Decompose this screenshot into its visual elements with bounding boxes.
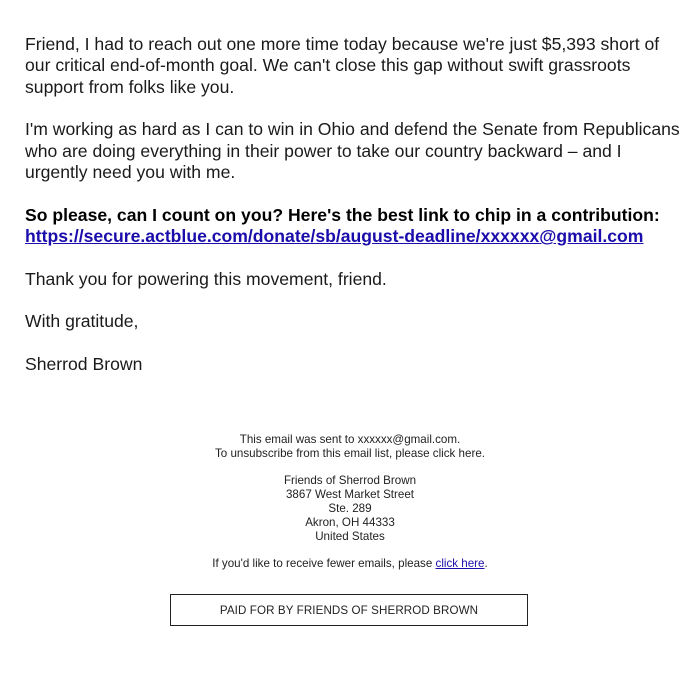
fewer-emails-notice	[0, 557, 700, 571]
mailing-address	[0, 474, 700, 544]
donation-call-to-action	[25, 205, 685, 248]
address-country: United States	[315, 530, 385, 543]
intro-paragraph: Friend, I had to reach out one more time today because we're just $5,393 short of our critical end-of-month goal. We can't close this gap without swift grassroots support from folks like you.	[25, 34, 660, 97]
sent-to-notice: This email was sent to xxxxxx@gmail.com.	[239, 433, 461, 446]
address-street: 3867 West Market Street	[285, 488, 415, 501]
body-paragraph: I'm working as hard as I can to win in Ohio and defend the Senate from Republicans who are doing everything in their power to take our country backward – and I urgently need you with me.	[25, 119, 680, 183]
fewer-emails-suffix: .	[484, 557, 488, 570]
email-footer	[0, 433, 700, 571]
closing-line: With gratitude,	[25, 311, 139, 332]
address-suite: Ste. 289	[328, 502, 372, 515]
fewer-emails-link[interactable]: click here	[435, 557, 485, 570]
unsubscribe-notice[interactable]: To unsubscribe from this email list, please click here.	[215, 447, 485, 460]
signature: Sherrod Brown	[25, 354, 143, 374]
email-body	[25, 34, 685, 397]
paid-for-disclaimer	[170, 594, 528, 626]
thank-you-paragraph: Thank you for powering this movement, friend.	[25, 268, 387, 289]
donation-link[interactable]: https://secure.actblue.com/donate/sb/august-deadline/xxxxxx@gmail.com	[25, 226, 644, 247]
fewer-emails-prefix: If you'd like to receive fewer emails, please	[212, 557, 436, 570]
address-city: Akron, OH 44333	[305, 516, 395, 529]
address-org: Friends of Sherrod Brown	[283, 474, 417, 487]
paid-for-text: PAID FOR BY FRIENDS OF SHERROD BROWN	[219, 603, 479, 617]
cta-text: So please, can I count on you? Here's the best link to chip in a contribution:	[25, 204, 660, 225]
